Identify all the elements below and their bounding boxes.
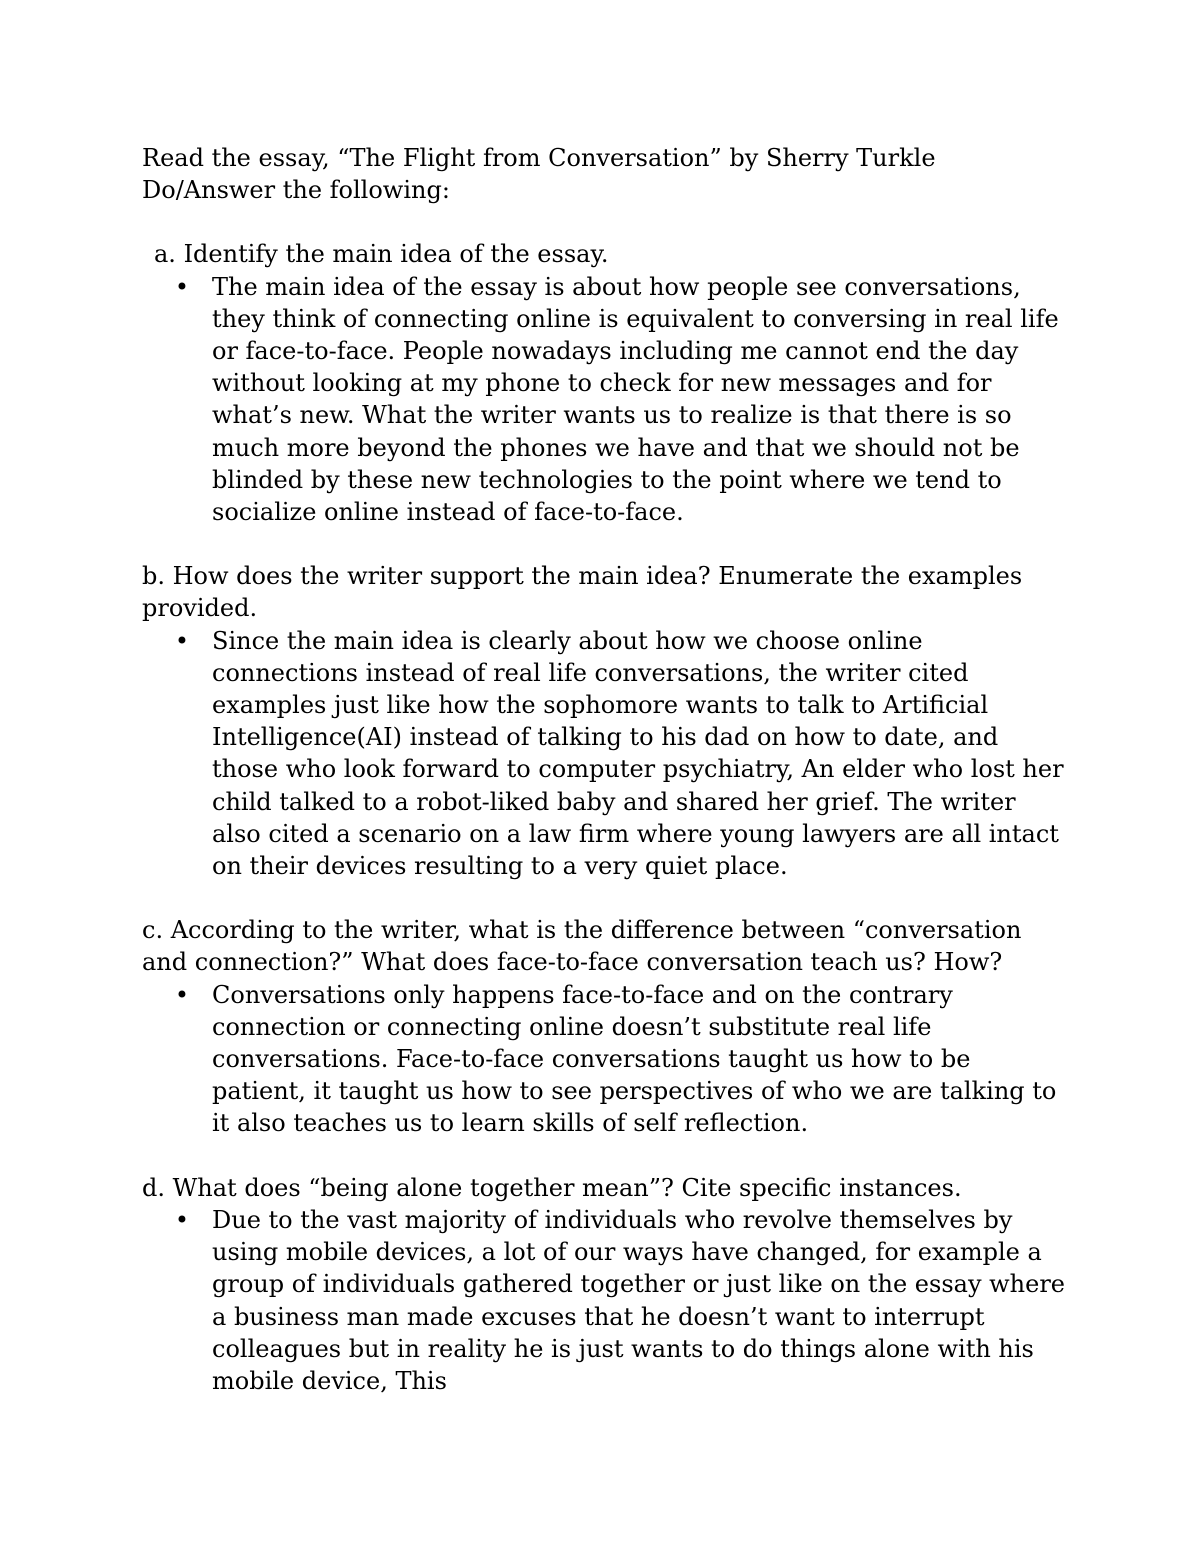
question-c-prompt: c. According to the writer, what is the difference between “conversation and connection?” What does face-to-face conversation teach us? How? [142,916,1022,977]
spacer [142,528,1072,560]
answer-text: Since the main idea is clearly about how we choose online connections instead of real life conversations, the writer cited examples just like how the sophomore wants to talk to Artificial Intelligence(AI) instead of talking to his dad on how to date, and those who look forward to computer psychiatry, An elder who lost her child talked to a robot-liked baby and shared her grief. The writer also cited a scenario on a law firm where young lawyers are all intact on their devices resulting to a very quiet place. [212,626,1064,881]
bullet-icon: • [174,980,190,1009]
bullet-icon: • [174,626,190,655]
question-b-prompt: b. How does the writer support the main idea? Enumerate the examples provided. [142,562,1023,623]
question-d-prompt: d. What does “being alone together mean”? Cite specific instances. [142,1173,962,1202]
answer-text: Conversations only happens face-to-face and on the contrary connection or connecting online doesn’t substitute real life conversations. Face-to-face conversations taught us how to be patient, it taught us how to see perspectives of who we are talking to it also teaches us to learn skills of self reflection. [212,980,1057,1138]
question-d-answer [142,1204,1072,1397]
spacer [142,1140,1072,1172]
question-b-answer [142,625,1072,883]
answer-text: The main idea of the essay is about how people see conversations, they think of connecting online is equivalent to conversing in real life or face-to-face. People nowadays including me cannot end the day without looking at my phone to check for new messages and for what’s new. What the writer wants us to realize is that there is so much more beyond the phones we have and that we should not be blinded by these new technologies to the point where we tend to socialize online instead of face-to-face. [212,272,1059,527]
assignment-title: Read the essay, “The Flight from Conversation” by Sherry Turkle [142,144,936,172]
bullet-icon: • [174,272,190,301]
assignment-instruction: Do/Answer the following: [142,176,450,205]
answer-text: Due to the vast majority of individuals who revolve themselves by using mobile devices, a lot of our ways have changed, for example a group of individuals gathered together or just like on the essay where a business man made excuses that he doesn’t want to interrupt colleagues but in reality he is just wants to do things alone with his mobile device, This [212,1205,1066,1395]
question-a-answer [142,271,1072,529]
question-c-answer [142,979,1072,1140]
document-body [142,142,1072,1397]
question-a-prompt: a. Identify the main idea of the essay. [154,240,609,269]
spacer [142,882,1072,914]
bullet-icon: • [174,1205,190,1234]
spacer [142,206,1072,238]
